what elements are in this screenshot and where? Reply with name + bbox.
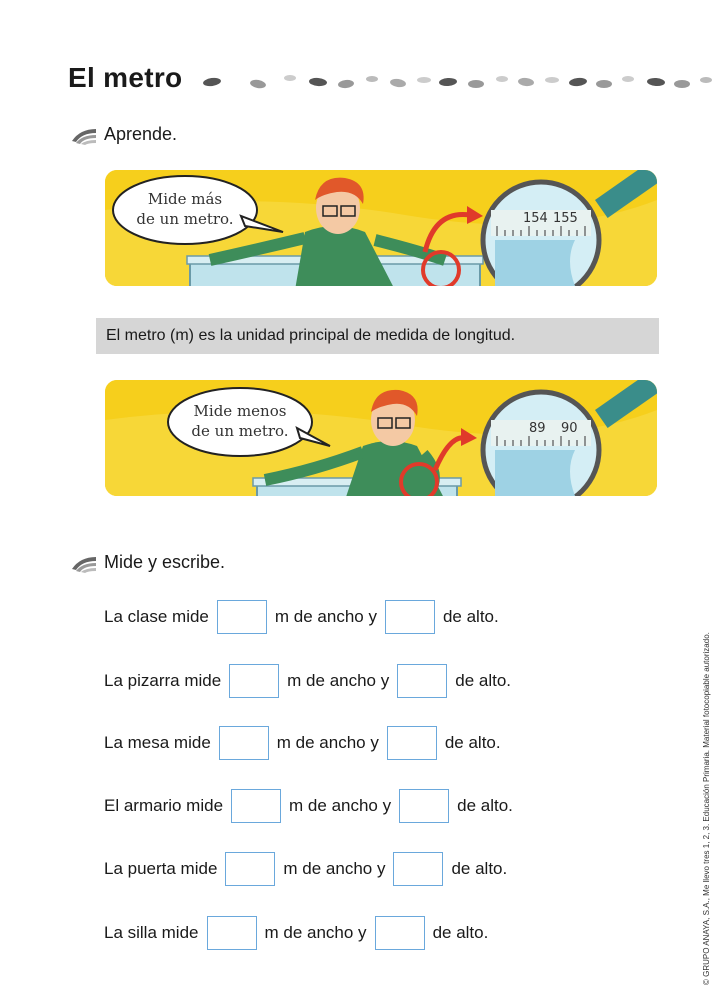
section-learn-label: Aprende. bbox=[104, 124, 178, 144]
definition-bar: El metro (m) es la unidad principal de medida de longitud. bbox=[96, 318, 659, 354]
exercise-middle: m de ancho y bbox=[283, 859, 386, 878]
scale-number-a: 154 bbox=[523, 211, 548, 226]
decorative-dashes bbox=[200, 70, 720, 94]
scale-number-b: 155 bbox=[553, 211, 578, 226]
page-title: El metro bbox=[68, 62, 183, 93]
bubble-2-line-2: de un metro. bbox=[191, 422, 289, 440]
exercise-label: La mesa mide bbox=[104, 733, 211, 752]
height-answer-box[interactable] bbox=[375, 916, 425, 950]
width-answer-box[interactable] bbox=[219, 726, 269, 760]
illustration-panel-1 bbox=[105, 170, 657, 286]
exercise-end: de alto. bbox=[451, 859, 508, 878]
exercise-label: La clase mide bbox=[104, 607, 209, 626]
exercise-row bbox=[104, 787, 513, 825]
exercise-row bbox=[104, 914, 488, 952]
width-answer-box[interactable] bbox=[229, 664, 279, 698]
exercise-label: La silla mide bbox=[104, 923, 199, 942]
width-answer-box[interactable] bbox=[231, 789, 281, 823]
bubble-2-line-1: Mide menos bbox=[193, 402, 287, 420]
height-answer-box[interactable] bbox=[397, 664, 447, 698]
exercise-middle: m de ancho y bbox=[289, 796, 392, 815]
exercise-end: de alto. bbox=[455, 671, 511, 690]
wave-icon bbox=[70, 553, 100, 573]
exercise-end: de alto. bbox=[432, 923, 489, 942]
exercise-label: La puerta mide bbox=[104, 859, 218, 878]
exercise-row bbox=[104, 724, 501, 762]
width-answer-box[interactable] bbox=[225, 852, 275, 886]
bubble-1-line-1: Mide más bbox=[147, 190, 223, 208]
exercise-end: de alto. bbox=[457, 796, 513, 815]
height-answer-box[interactable] bbox=[399, 789, 449, 823]
wave-icon bbox=[70, 125, 100, 145]
exercise-middle: m de ancho y bbox=[264, 923, 367, 942]
section-learn bbox=[70, 124, 177, 145]
height-answer-box[interactable] bbox=[393, 852, 443, 886]
scale-number-b: 90 bbox=[561, 421, 578, 436]
section-measure bbox=[70, 552, 225, 573]
exercise-middle: m de ancho y bbox=[274, 607, 377, 626]
exercise-label: La pizarra mide bbox=[104, 671, 222, 690]
exercise-middle: m de ancho y bbox=[287, 671, 390, 690]
width-answer-box[interactable] bbox=[217, 600, 267, 634]
scale-number-a: 89 bbox=[529, 421, 546, 436]
exercise-row bbox=[104, 598, 499, 636]
exercise-label: El armario mide bbox=[104, 796, 224, 815]
width-answer-box[interactable] bbox=[207, 916, 257, 950]
illustration-panel-2 bbox=[105, 380, 657, 496]
exercise-row bbox=[104, 850, 507, 888]
exercise-row bbox=[104, 662, 511, 700]
exercise-end: de alto. bbox=[442, 607, 499, 626]
section-measure-label: Mide y escribe. bbox=[104, 552, 226, 572]
bubble-1-line-2: de un metro. bbox=[136, 210, 234, 228]
height-answer-box[interactable] bbox=[387, 726, 437, 760]
height-answer-box[interactable] bbox=[385, 600, 435, 634]
exercise-middle: m de ancho y bbox=[276, 733, 379, 752]
copyright-notice: © GRUPO ANAYA, S.A., Me llevo tres 1, 2, 3. Educación Primaria. Material fotocopiable autorizado. bbox=[702, 632, 711, 985]
exercise-end: de alto. bbox=[444, 733, 501, 752]
